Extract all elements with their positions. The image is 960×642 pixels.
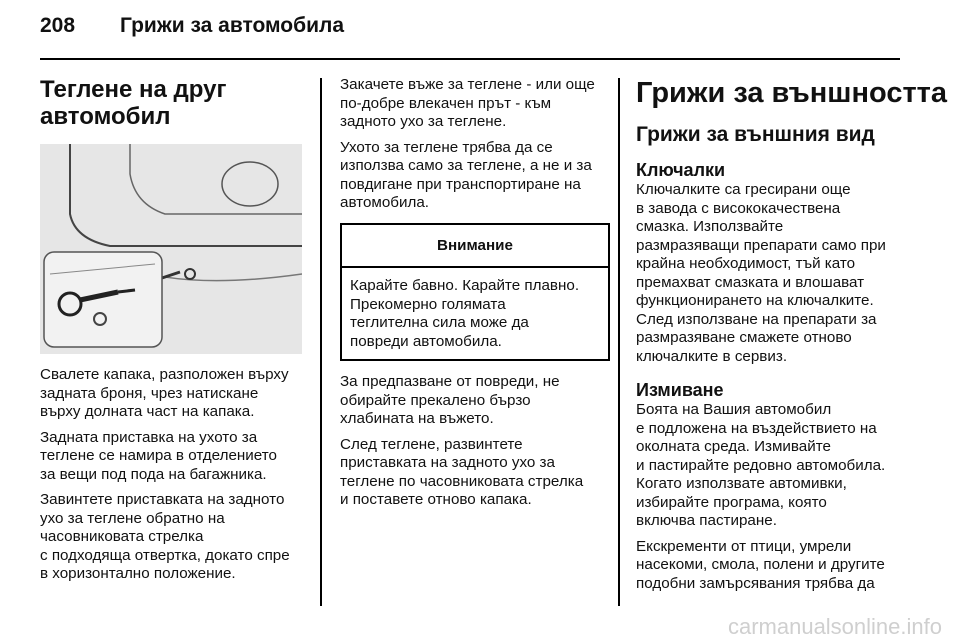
column-3	[636, 76, 947, 600]
page-header	[40, 14, 344, 38]
page-number: 208	[40, 14, 76, 37]
warning-title: Внимание	[342, 225, 608, 269]
warning-box	[340, 223, 610, 362]
heading-washing: Измиване	[636, 380, 724, 400]
towing-paragraph-2: Задната приставка на ухото за теглене се намира в отделението за вещи под пода на багажника.	[40, 428, 277, 483]
subheading-appearance: Грижи за външния вид	[636, 123, 875, 146]
towing-paragraph-1: Свалете капака, разположен върху задната броня, чрез натискане върху долната част на капака.	[40, 366, 289, 420]
column-1	[40, 76, 310, 591]
header-rule	[40, 58, 900, 60]
locks-paragraph: Ключалките са гресирани още в завода с висококачествена смазка. Използвайте размразяващи препарати само при крайна необходимост, тъй като премахват смазката и влошават функционирането на ключалките. След използване на препарати за размразяване смажете отново ключалките в сервиз.	[636, 181, 886, 365]
watermark: carmanualsonline.info	[727, 614, 942, 639]
section-heading-towing: Теглене на друг автомобил	[40, 76, 227, 130]
towing-eye-illustration	[40, 144, 302, 354]
column-divider-2	[618, 78, 620, 606]
warning-text: Карайте бавно. Карайте плавно. Прекомерно голямата теглителна сила може да повреди автомобила.	[350, 277, 580, 350]
washing-paragraph-1: Боята на Вашия автомобил е подложена на въздействието на околната среда. Измивайте и пастирайте редовно автомобила. Когато използвате автомивки, избирайте програма, която включва пастиране.	[636, 401, 886, 529]
towing-paragraph-5: Ухото за теглене трябва да се използва само за теглене, а не и за повдигане при транспортиране на автомобила.	[340, 138, 592, 211]
heading-locks: Ключалки	[636, 160, 726, 180]
bumper-illustration-svg	[40, 144, 302, 354]
page-header-title: Грижи за автомобила	[120, 14, 345, 37]
towing-paragraph-6: За предпазване от повреди, не обирайте прекалено бързо хлабината на въжето.	[340, 373, 560, 427]
washing-paragraph-2: Екскременти от птици, умрели насекоми, смола, полени и другите подобни замърсявания трябва да	[636, 537, 885, 592]
column-divider-1	[320, 78, 322, 606]
towing-paragraph-3: Завинтете приставката на задното ухо за теглене обратно на часовниковата стрелка с подходяща отвертка, докато спре в хоризонтално положение.	[40, 491, 290, 582]
column-2	[340, 76, 610, 517]
towing-paragraph-4: Закачете въже за теглене - или още по-добре влекачен прът - към задното ухо за теглене.	[340, 76, 595, 130]
section-heading-exterior: Грижи за външността	[636, 77, 947, 109]
towing-paragraph-7: След теглене, развинтете приставката на задното ухо за теглене по часовниковата стрелка и поставете отново капака.	[340, 435, 584, 508]
